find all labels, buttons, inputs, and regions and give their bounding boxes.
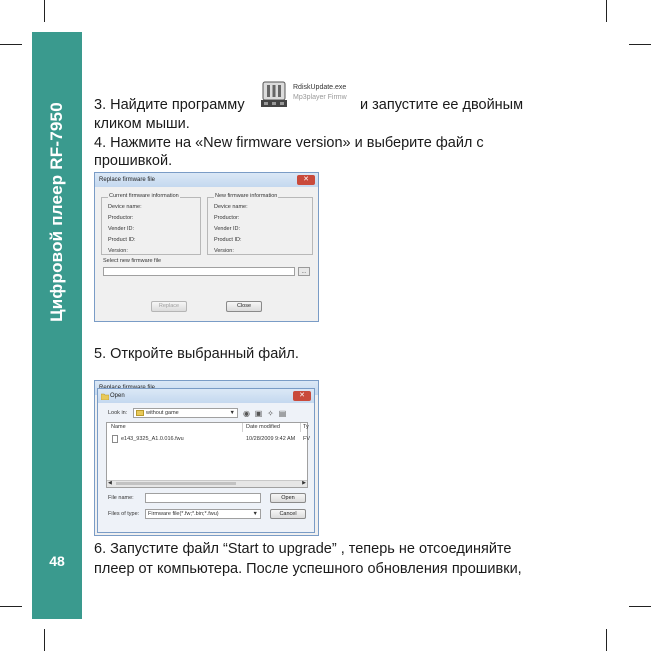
new-folder-icon[interactable]: ✧ xyxy=(267,409,274,418)
column-separator xyxy=(300,423,301,432)
field-label: Product ID: xyxy=(214,237,242,243)
step6-text-b: плеер от компьютера. После успешного обновления прошивки, xyxy=(94,561,522,577)
crop-mark xyxy=(629,44,651,45)
exe-file-name: RdiskUpdate.exe xyxy=(293,84,347,91)
crop-mark xyxy=(44,629,45,651)
field-label: Vender ID: xyxy=(214,226,240,232)
field-label: Device name: xyxy=(108,204,142,210)
step5-text: 5. Откройте выбранный файл. xyxy=(94,346,299,362)
column-date-header[interactable]: Date modified xyxy=(246,424,280,430)
firmware-path-input[interactable] xyxy=(103,267,295,276)
column-name-header[interactable]: Name xyxy=(111,424,126,430)
up-folder-icon[interactable]: ▣ xyxy=(254,409,263,418)
look-in-label: Look in: xyxy=(108,410,128,416)
cancel-button[interactable]: Cancel xyxy=(270,509,306,519)
file-list[interactable] xyxy=(106,422,311,488)
files-of-type-select[interactable] xyxy=(145,509,261,519)
file-icon xyxy=(112,435,118,443)
crop-mark xyxy=(0,44,22,45)
file-name-cell: e143_9325_A1.0.016.fwu xyxy=(121,436,184,442)
column-type-header[interactable]: Ty xyxy=(303,424,309,430)
chevron-down-icon: ▼ xyxy=(229,410,235,416)
scroll-right-icon[interactable]: ▶ xyxy=(302,480,306,486)
crop-mark xyxy=(629,606,651,607)
browse-button[interactable]: ... xyxy=(298,267,310,276)
field-label: Vender ID: xyxy=(108,226,134,232)
exe-file-description: Mp3player Firmw xyxy=(293,94,347,101)
crop-mark xyxy=(0,606,22,607)
replace-firmware-dialog xyxy=(94,172,319,322)
group-title: Current firmware information xyxy=(109,193,179,199)
files-of-type-value: Firmware file(*.fw;*.bin;*.fwu) xyxy=(148,511,219,517)
crop-mark xyxy=(606,629,607,651)
horizontal-scrollbar[interactable] xyxy=(107,480,307,487)
step6-text-a: 6. Запустите файл “Start to upgrade” , теперь не отсоединяйте xyxy=(94,541,512,557)
files-of-type-label: Files of type: xyxy=(108,511,140,517)
field-label: Version: xyxy=(214,248,234,254)
file-name-label: File name: xyxy=(108,495,134,501)
close-button[interactable]: Close xyxy=(226,301,262,312)
close-icon[interactable]: ✕ xyxy=(293,391,311,401)
field-label: Device name: xyxy=(214,204,248,210)
step4-text-b: прошивкой. xyxy=(94,153,173,169)
step3-text-a: 3. Найдите программу xyxy=(94,97,245,113)
table-row[interactable] xyxy=(109,435,311,444)
crop-mark xyxy=(44,0,45,22)
step4-text-a: 4. Нажмите на «New firmware version» и выберите файл с xyxy=(94,135,484,151)
open-button[interactable]: Open xyxy=(270,493,306,503)
field-label: Productor: xyxy=(108,215,134,221)
file-name-input[interactable] xyxy=(145,493,261,503)
back-icon[interactable]: ◉ xyxy=(243,409,250,418)
open-file-dialog xyxy=(97,388,315,533)
field-label: Productor: xyxy=(214,215,240,221)
new-firmware-group xyxy=(207,193,313,255)
current-firmware-group xyxy=(101,193,201,255)
group-title: New firmware information xyxy=(215,193,278,199)
crop-mark xyxy=(606,0,607,22)
view-menu-icon[interactable]: ▤ xyxy=(278,409,287,418)
open-dialog-title: Open xyxy=(98,389,314,403)
field-label: Product ID: xyxy=(108,237,136,243)
close-icon[interactable]: ✕ xyxy=(297,175,315,185)
select-file-label: Select new firmware file xyxy=(103,258,162,264)
step3-text-b: и запустите ее двойным xyxy=(360,97,524,113)
file-date-cell: 10/28/2009 9:42 AM xyxy=(246,436,296,442)
open-dialog-icon xyxy=(101,392,109,400)
file-type-cell: FV xyxy=(303,436,311,442)
column-separator xyxy=(242,423,243,432)
page-number: 48 xyxy=(49,553,65,569)
step3-text-c: кликом мыши. xyxy=(94,116,190,132)
folder-icon xyxy=(136,410,144,416)
look-in-value: without game xyxy=(146,410,179,416)
replace-button[interactable]: Replace xyxy=(151,301,187,312)
scrollbar-thumb[interactable] xyxy=(116,482,236,485)
field-label: Version: xyxy=(108,248,128,254)
updater-app-icon xyxy=(259,80,289,110)
scroll-left-icon[interactable]: ◀ xyxy=(108,480,112,486)
chevron-down-icon: ▼ xyxy=(252,511,258,517)
look-in-select[interactable] xyxy=(133,408,238,418)
dialog-title: Replace firmware file xyxy=(95,173,318,187)
